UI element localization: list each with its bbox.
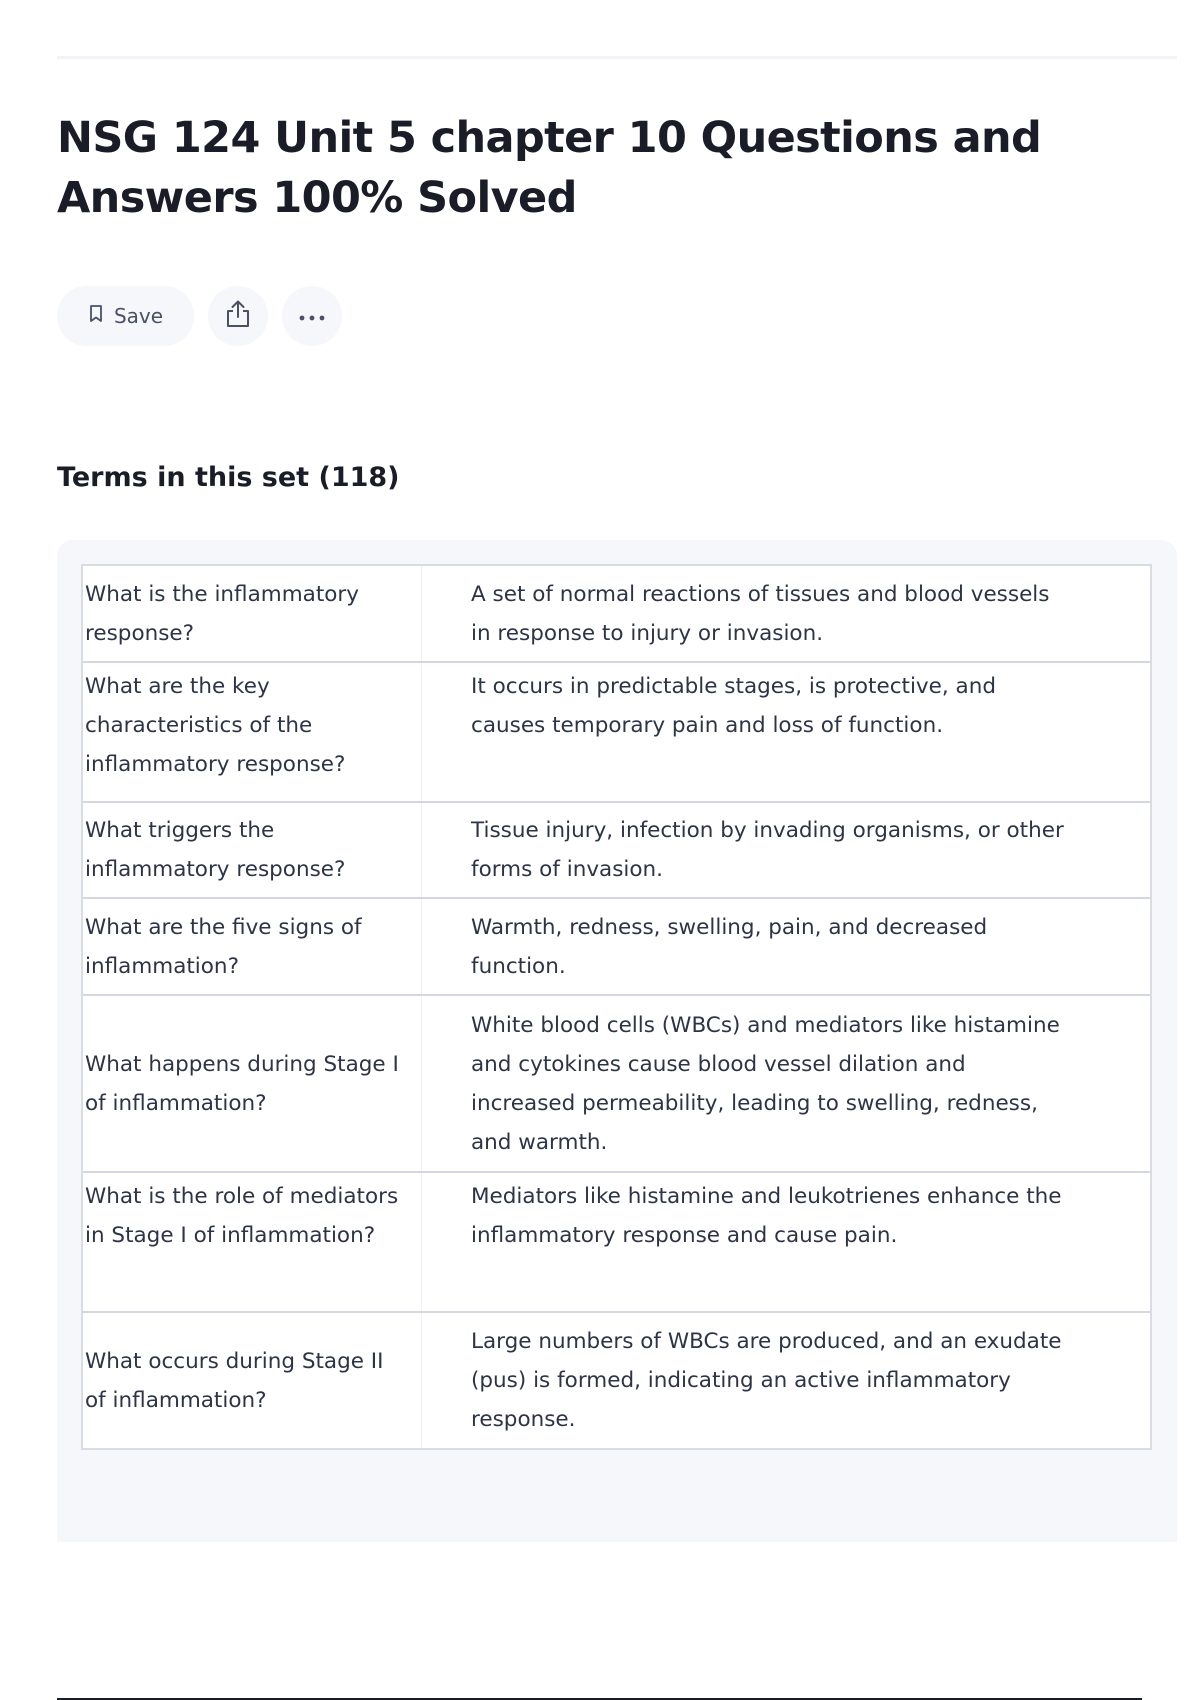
- definition-cell: Large numbers of WBCs are produced, and an exudate (pus) is formed, indicating an active inflammatory response.: [422, 1312, 1152, 1449]
- definition-cell: A set of normal reactions of tissues and blood vessels in response to injury or invasion.: [422, 565, 1152, 662]
- terms-heading: Terms in this set (118): [57, 462, 400, 493]
- table-row: [82, 565, 1151, 662]
- save-button[interactable]: [57, 286, 194, 346]
- more-options-button[interactable]: [282, 286, 342, 346]
- term-cell: What are the key characteristics of the inflammatory response?: [82, 662, 422, 802]
- term-cell: What is the inflammatory response?: [82, 565, 422, 662]
- save-label: Save: [113, 304, 164, 328]
- definition-cell: Warmth, redness, swelling, pain, and decreased function.: [422, 898, 1152, 995]
- definition-cell: It occurs in predictable stages, is protective, and causes temporary pain and loss of function.: [422, 662, 1152, 802]
- table-row: [82, 802, 1151, 898]
- definition-cell: White blood cells (WBCs) and mediators like histamine and cytokines cause blood vessel dilation and increased permeability, leading to swelling, redness, and warmth.: [422, 995, 1152, 1172]
- table-row: [82, 1172, 1151, 1312]
- terms-table: [81, 564, 1152, 1450]
- action-bar: [57, 286, 342, 346]
- table-row: [82, 662, 1151, 802]
- table-row: [82, 898, 1151, 995]
- share-icon: [224, 299, 252, 333]
- definition-cell: Mediators like histamine and leukotrienes enhance the inflammatory response and cause pain.: [422, 1172, 1152, 1312]
- share-button[interactable]: [208, 286, 268, 346]
- term-cell: What happens during Stage I of inflammation?: [82, 995, 422, 1172]
- term-cell: What is the role of mediators in Stage I of inflammation?: [82, 1172, 422, 1312]
- more-icon: [298, 307, 326, 326]
- page-title: NSG 124 Unit 5 chapter 10 Questions and Answers 100% Solved: [57, 113, 1042, 223]
- term-cell: What are the five signs of inflammation?: [82, 898, 422, 995]
- table-row: [82, 995, 1151, 1172]
- term-cell: What triggers the inflammatory response?: [82, 802, 422, 898]
- bookmark-icon: [88, 304, 104, 329]
- term-cell: What occurs during Stage II of inflammation?: [82, 1312, 422, 1449]
- top-divider: [57, 56, 1177, 59]
- table-row: [82, 1312, 1151, 1449]
- definition-cell: Tissue injury, infection by invading organisms, or other forms of invasion.: [422, 802, 1152, 898]
